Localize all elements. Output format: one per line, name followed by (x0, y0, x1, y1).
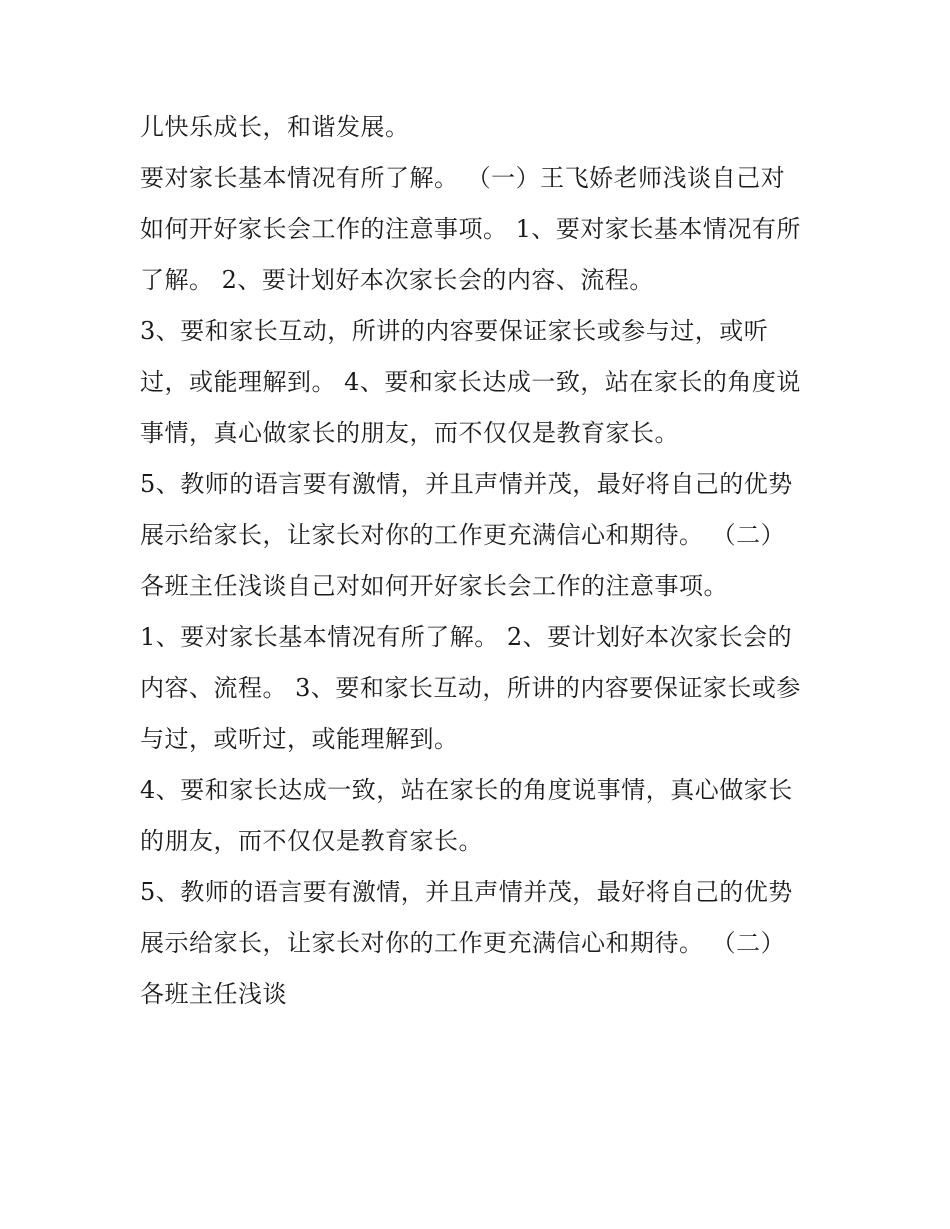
text-line: 各班主任浅谈自己对如何开好家长会工作的注意事项。 (140, 572, 728, 600)
text-line: 过，或能理解到。 4、要和家长达成一致，站在家长的角度说 (140, 368, 801, 396)
text-line: 展示给家长，让家长对你的工作更充满信心和期待。 （二） (140, 929, 786, 957)
text-line: 事情，真心做家长的朋友，而不仅仅是教育家长。 (140, 419, 679, 447)
text-line: 5、教师的语言要有激情，并且声情并茂，最好将自己的优势 (140, 470, 793, 498)
text-line: 儿快乐成长，和谐发展。 (140, 113, 410, 141)
text-line: 展示给家长，让家长对你的工作更充满信心和期待。 （二） (140, 521, 786, 549)
text-line: 各班主任浅谈 (140, 980, 287, 1008)
document-body (140, 102, 820, 1020)
text-line: 内容、流程。 3、要和家长互动，所讲的内容要保证家长或参 (140, 674, 801, 702)
text-line: 3、要和家长互动，所讲的内容要保证家长或参与过，或听 (140, 317, 769, 345)
text-line: 1、要对家长基本情况有所了解。 2、要计划好本次家长会的 (140, 623, 793, 651)
text-line: 了解。 2、要计划好本次家长会的内容、流程。 (140, 266, 654, 294)
text-line: 要对家长基本情况有所了解。 （一）王飞娇老师浅谈自己对 (140, 164, 786, 192)
text-line: 5、教师的语言要有激情，并且声情并茂，最好将自己的优势 (140, 878, 793, 906)
text-line: 的朋友，而不仅仅是教育家长。 (140, 827, 483, 855)
text-line: 4、要和家长达成一致，站在家长的角度说事情，真心做家长 (140, 776, 793, 804)
text-line: 如何开好家长会工作的注意事项。 1、要对家长基本情况有所 (140, 215, 801, 243)
text-line: 与过，或听过，或能理解到。 (140, 725, 459, 753)
